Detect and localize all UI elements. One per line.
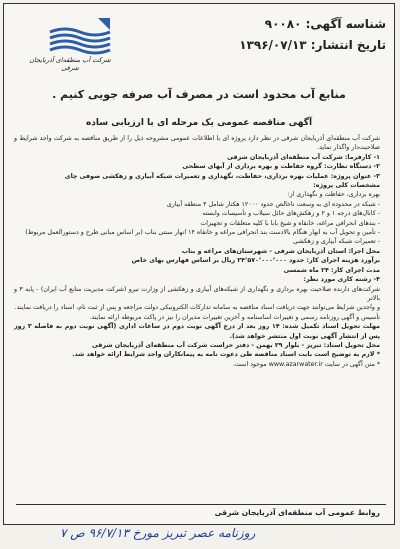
publish-date-label: تاریخ انتشار: (310, 38, 386, 52)
general-spec: - تأمین و تحویل آب به انهار هنگام بالادست بند انحرافی مراغه و خانقاه ۱۴ انهار سنتی بناب (بر اساس مبانی طرح و دستورالعمل مربوط) (25, 229, 380, 237)
website-line (14, 360, 380, 369)
supervisor-item: ۲- دستگاه نظارت: گروه حفاظت و بهره برداری از آبهای سطحی (182, 163, 380, 171)
general-spec: بهره برداری، حفاظت و نگهداری از: (287, 191, 380, 199)
advertisement-frame (3, 3, 395, 525)
location-line: محل اجرا: استان آذربایجان شرقی - شهرستان‌های مراغه و بناب (181, 247, 380, 255)
ad-id-label: شناسه آگهی: (305, 17, 386, 31)
employer-item: ۱- کارفرما: شرکت آب منطقه‌ای آذربایجان شرقی (227, 153, 380, 161)
handwritten-annotation: روزنامه عصر تبریز مورخ ۹۶/۷/۱۳ ص ۷ (60, 526, 256, 540)
ad-main-title: منابع آب محدود است در مصرف آب صرفه جویی کنیم . (52, 88, 346, 101)
ad-body (14, 134, 380, 369)
deadline-line: مهلت تحویل اسناد تکمیل شده: ۱۴ روز بعد از درج آگهی نوبت دوم در ساعات اداری (آگهی نوبت دوم به فاصله ۳ روز پس از انتشار آگهی نوبت اول منتشر خواهد شد). (14, 323, 381, 340)
estimate-line: برآورد هزینه اجرای کار: حدود ۲۴٬۵۷۰٬۰۰۰٬۰۰۰ ریال بر اساس فهارس بهای خاص (131, 257, 380, 265)
ad-id-line (239, 14, 386, 35)
public-relations-signature: روابط عمومی آب منطقه‌ای آذربایجان شرقی (214, 508, 380, 517)
project-title-item: ۳- عنوان پروژه: عملیات بهره برداری، حفاظت، نگهداری و تعمیرات شبکه آبیاری و زهکشی صوفی چای (64, 172, 380, 180)
general-spec: - شبکه در محدوده ای به وسعت ناخالص حدود ۱۲۰۰۰ هکتار شامل ۴ منطقه آبیاری (166, 200, 380, 208)
ad-header (4, 4, 394, 82)
duration-line: مدت اجرای کار: ۲۴ ماه شمسی (283, 266, 380, 274)
water-waves-icon (20, 16, 120, 56)
website-tail: موجود است. (232, 360, 267, 368)
footer-divider (16, 504, 386, 505)
note-line: * لازم به توضیح است بابت اسناد مناقصه طی دعوت نامه به پیمانکاران واجد شرایط ارائه خواهد شد. (72, 351, 380, 359)
ad-id-value: ۹۰۰۸۰ (264, 17, 302, 31)
intro-paragraph: شرکت آب منطقه‌ای آذربایجان شرقی در نظر دارد پروژه ای با اطلاعات عمومی مشروحه ذیل را از طریق مناقصه به شرکت واجد شرایط و صلاحیت‌دار واگذار نماید. (14, 135, 380, 152)
publish-date-value: ۱۳۹۶/۰۷/۱۳ (239, 38, 307, 52)
general-specs-title: مشخصات کلی پروژه: (313, 182, 380, 190)
delivery-line: محل تحویل اسناد: تبریز - بلوار ۲۹ بهمن - دفتر حراست شرکت آب منطقه‌ای آذربایجان شرقی (91, 341, 380, 349)
requirement-paragraph: شرکت‌های دارنده صلاحیت بهره برداری و نگهداری از شبکه‌های آبیاری و زهکشی از وزارت نیرو (شرکت مدیریت منابع آب ایران) - پایه ۳ و بالاتر (14, 285, 381, 302)
company-caption: شرکت آب منطقه‌ای آذربایجان شرقی (29, 56, 111, 72)
publish-date-line (239, 35, 386, 56)
general-spec: - بندهای انحرافی مراغه، خانقاه و شیخ بابا با کلیه متعلقات و تجهیزات (200, 219, 380, 227)
website-label: * متن آگهی در سایت (324, 360, 380, 368)
field-item: ۴- رشته کاری مورد نظر: (303, 276, 380, 284)
requirement-paragraph: و واجدین شرایط می‌توانند جهت دریافت اسناد مناقصه به سامانه تدارکات الکترونیکی دولت مراجعه و پس از ثبت نام، اسناد را دریافت نمایند. (14, 304, 380, 312)
ad-identity (239, 14, 386, 56)
company-logo (20, 16, 120, 72)
website-link[interactable]: www.azarwater.ir (268, 360, 323, 368)
requirement-paragraph: تأسیس و آگهی روزنامه رسمی و تغییرات اساسنامه و آخرین تغییرات مدیران را نیز در پاکت مربوطه ارائه نمایند. (89, 313, 380, 321)
ad-sub-title: آگهی مناقصه عمومی یک مرحله ای با ارزیابی ساده (85, 118, 313, 128)
general-spec: - تعمیرات شبکه آبیاری و زهکشی (293, 238, 380, 246)
general-spec: - کانال‌های درجه ۱ و ۲ و زهکش‌های حائل سیلاب و تأسیسات وابسته (202, 210, 380, 218)
